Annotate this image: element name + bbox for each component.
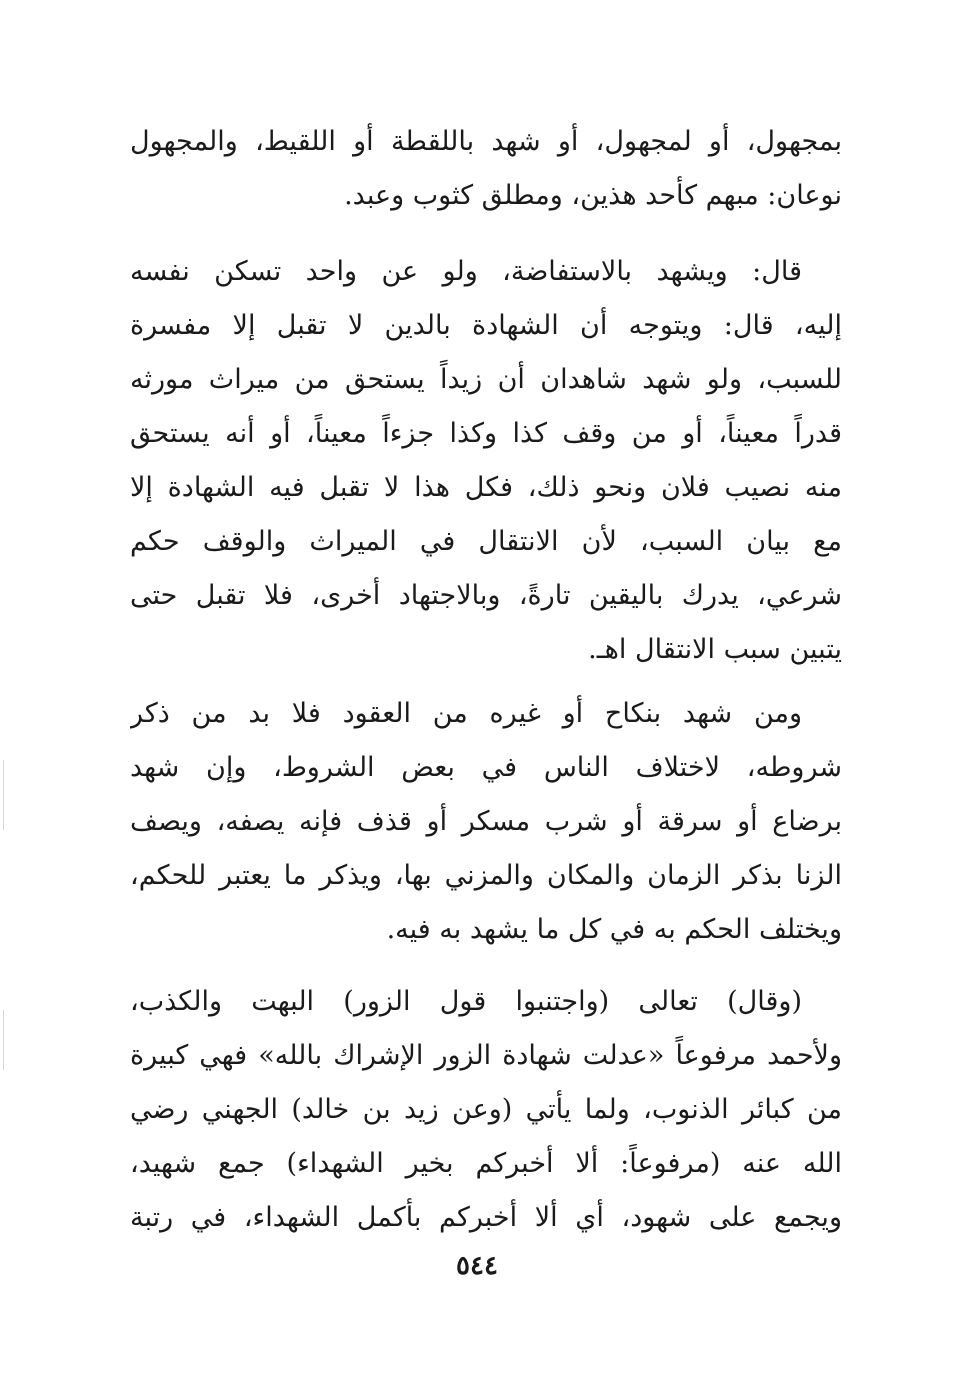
paragraph-4 <box>130 975 842 1245</box>
text-line: منه نصيب فلان ونحو ذلك، فكل هذا لا تقبل فيه الشهادة إلا <box>130 472 842 503</box>
paragraph-3 <box>130 687 842 957</box>
paragraph-2 <box>130 245 842 677</box>
text-line: (وقال) تعالى (واجتنبوا قول الزور) البهت والكذب، <box>130 986 802 1017</box>
scan-edge-mark <box>3 1010 4 1070</box>
text-line: شروطه، لاختلاف الناس في بعض الشروط، وإن شهد <box>130 752 842 783</box>
text-line: الزنا بذكر الزمان والمكان والمزني بها، ويذكر ما يعتبر للحكم، <box>130 860 842 891</box>
text-line: ويجمع على شهود، أي ألا أخبركم بأكمل الشهداء، في رتبة <box>130 1202 842 1233</box>
text-line: برضاع أو سرقة أو شرب مسكر أو قذف فإنه يصفه، ويصف <box>130 806 842 837</box>
text-line: يتبين سبب الانتقال اهـ. <box>588 634 842 665</box>
text-line: نوعان: مبهم كأحد هذين، ومطلق كثوب وعبد. <box>344 180 842 211</box>
text-line: للسبب، ولو شهد شاهدان أن زيداً يستحق من ميراث مورثه <box>130 364 842 395</box>
text-line: ولأحمد مرفوعاً «عدلت شهادة الزور الإشراك بالله» فهي كبيرة <box>130 1040 842 1071</box>
text-line: قدراً معيناً، أو من وقف كذا وكذا جزءاً معيناً، أو أنه يستحق <box>130 418 842 449</box>
text-line: بمجهول، أو لمجهول، أو شهد باللقطة أو اللقيط، والمجهول <box>130 126 842 157</box>
text-line: ويختلف الحكم به في كل ما يشهد به فيه. <box>386 914 842 945</box>
text-line: مع بيان السبب، لأن الانتقال في الميراث والوقف حكم <box>130 526 842 557</box>
text-line: شرعي، يدرك باليقين تارةً، وبالاجتهاد أخرى، فلا تقبل حتى <box>130 580 842 611</box>
text-line: ومن شهد بنكاح أو غيره من العقود فلا بد من ذكر <box>130 698 802 729</box>
text-line: قال: ويشهد بالاستفاضة، ولو عن واحد تسكن نفسه <box>130 256 802 287</box>
page-number: ٥٤٤ <box>456 1251 498 1281</box>
scan-edge-mark <box>3 760 4 830</box>
paragraph-1 <box>130 115 842 223</box>
text-line: الله عنه (مرفوعاً: ألا أخبركم بخير الشهداء) جمع شهيد، <box>130 1148 842 1179</box>
text-line: من كبائر الذنوب، ولما يأتي (وعن زيد بن خالد) الجهني رضي <box>130 1094 842 1125</box>
text-line: إليه، قال: ويتوجه أن الشهادة بالدين لا تقبل إلا مفسرة <box>130 310 842 341</box>
